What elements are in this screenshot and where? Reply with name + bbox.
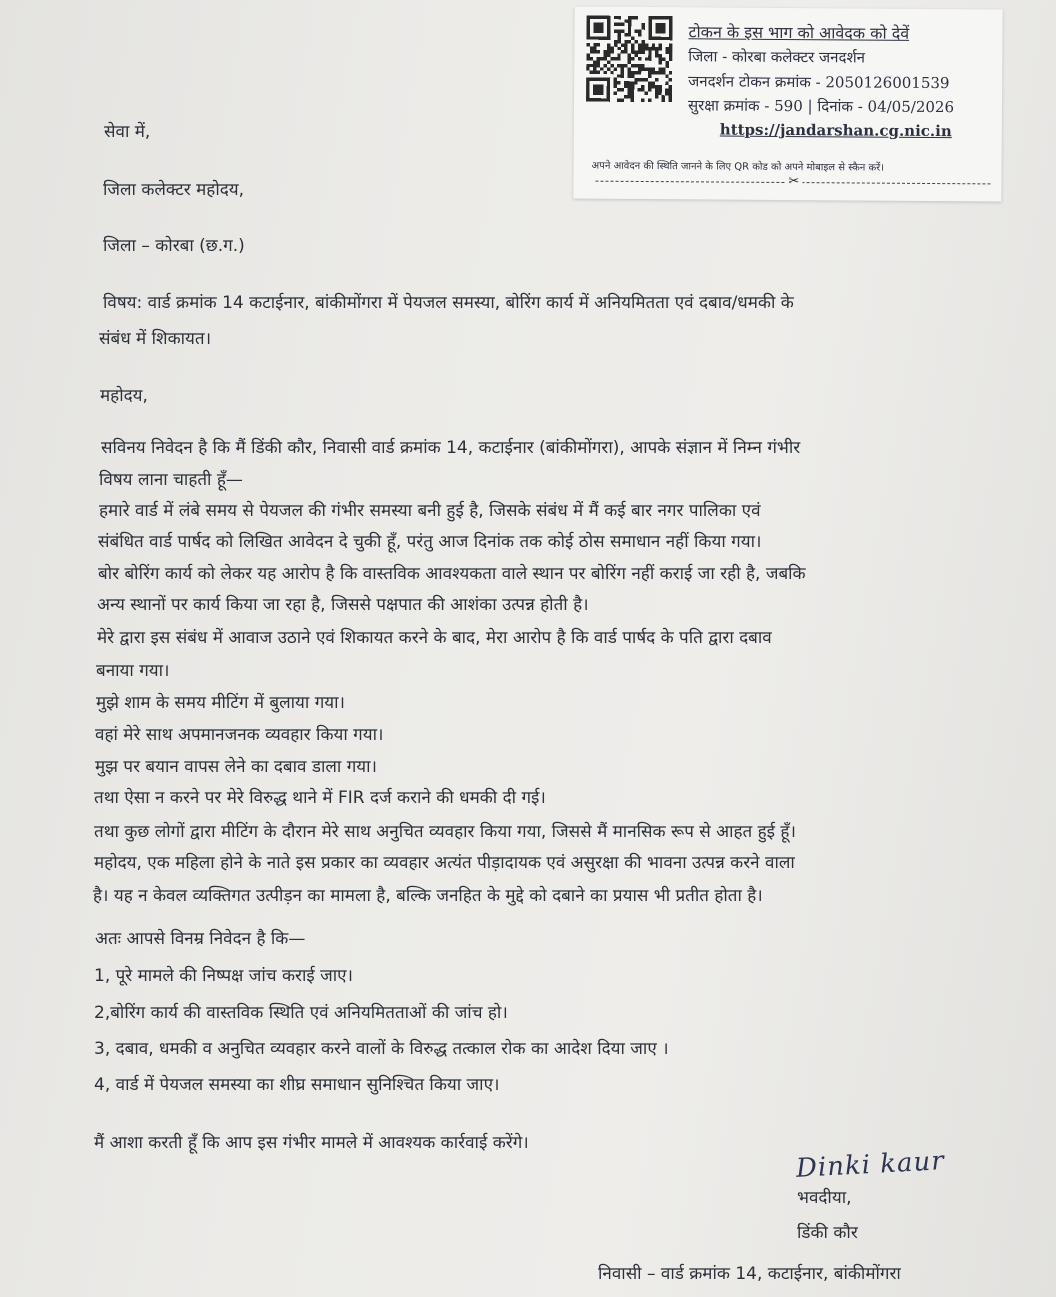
- sender-address: निवासी – वार्ड क्रमांक 14, कटाईनार, बांकीमोंगरा: [598, 1264, 901, 1284]
- salutation: सेवा में,: [104, 122, 151, 142]
- addressee: जिला कलेक्टर महोदय,: [103, 180, 245, 200]
- token-security: सुरक्षा क्रमांक - 590 | दिनांक - 04/05/2026: [687, 96, 955, 117]
- body-line: अन्य स्थानों पर कार्य किया जा रहा है, जिससे पक्षपात की आशंका उत्पन्न होती है।: [97, 595, 589, 615]
- token-number: जनदर्शन टोकन क्रमांक - 2050126001539: [688, 72, 950, 93]
- subject-line: संबंध में शिकायत।: [99, 329, 212, 349]
- closing-line: मैं आशा करती हूँ कि आप इस गंभीर मामले में आवश्यक कार्रवाई करेंगे।: [94, 1133, 529, 1153]
- token-heading: टोकन के इस भाग को आवेदक को देवें: [688, 22, 910, 43]
- yours-faithfully: भवदीया,: [797, 1188, 852, 1208]
- request-item: 3, दबाव, धमकी व अनुचित व्यवहार करने वालों के विरुद्ध तत्काल रोक का आदेश दिया जाए ।: [94, 1039, 669, 1059]
- body-line: विषय लाना चाहती हूँ—: [99, 470, 243, 490]
- token-qr-note: अपने आवेदन की स्थिति जानने के लिए QR कोड को अपने मोबाइल से स्कैन करें।: [591, 160, 885, 174]
- subject-line: विषय: वार्ड क्रमांक 14 कटाईनार, बांकीमोंगरा में पेयजल समस्या, बोरिंग कार्य में अनियमितता एवं दबाव/धमकी के: [103, 293, 794, 313]
- request-item: 2,बोरिंग कार्य की वास्तविक स्थिति एवं अनियमितताओं की जांच हो।: [94, 1003, 508, 1023]
- request-item: 4, वार्ड में पेयजल समस्या का शीघ्र समाधान सुनिश्चित किया जाए।: [94, 1075, 500, 1095]
- body-line: तथा ऐसा न करने पर मेरे विरुद्ध थाने में FIR दर्ज कराने की धमकी दी गई।: [94, 788, 546, 808]
- body-line: मेरे द्वारा इस संबंध में आवाज उठाने एवं शिकायत करने के बाद, मेरा आरोप है कि वार्ड पार्षद के पति द्वारा दबाव: [97, 628, 772, 648]
- body-line: अतः आपसे विनम्र निवेदन है कि—: [95, 929, 306, 949]
- scissor-icon: ✂: [785, 174, 802, 189]
- token-slip: [573, 7, 1002, 202]
- token-district: जिला - कोरबा कलेक्टर जनदर्शन: [688, 47, 866, 67]
- body-line: बोर बोरिंग कार्य को लेकर यह आरोप है कि वास्तविक आवश्यकता वाले स्थान पर बोरिंग नहीं कराई जा रही है, जबकि: [98, 564, 806, 584]
- body-line: सविनय निवेदन है कि मैं डिंकी कौर, निवासी वार्ड क्रमांक 14, कटाईनार (बांकीमोंगरा), आपके संज्ञान में निम्न गंभीर: [101, 438, 801, 458]
- body-line: महोदय, एक महिला होने के नाते इस प्रकार का व्यवहार अत्यंत पीड़ादायक एवं असुरक्षा की भावना उत्पन्न करने वाला: [94, 853, 795, 873]
- body-line: मुझ पर बयान वापस लेने का दबाव डाला गया।: [95, 757, 377, 777]
- sender-name: डिंकी कौर: [797, 1223, 858, 1243]
- qr-code: [586, 15, 673, 104]
- token-url[interactable]: https://jandarshan.cg.nic.in: [719, 120, 952, 141]
- signature: Dinki kaur: [795, 1146, 946, 1184]
- body-line: बनाया गया।: [96, 661, 170, 681]
- body-line: मुझे शाम के समय मीटिंग में बुलाया गया।: [96, 693, 346, 713]
- greeting: महोदय,: [100, 386, 148, 406]
- body-line: तथा कुछ लोगों द्वारा मीटिंग के दौरान मेरे साथ अनुचित व्यवहार किया गया, जिससे मैं मानसिक रूप से आहत हुई हूँ।: [94, 822, 796, 842]
- request-item: 1, पूरे मामले की निष्पक्ष जांच कराई जाए।: [94, 966, 353, 986]
- body-line: वहां मेरे साथ अपमानजनक व्यवहार किया गया।: [95, 725, 384, 745]
- body-line: है। यह न केवल व्यक्तिगत उत्पीड़न का मामला है, बल्कि जनहित के मुद्दे को दबाने का प्रयास भी प्रतीत होता है।: [93, 886, 763, 906]
- addressee-district: जिला – कोरबा (छ.ग.): [103, 236, 245, 256]
- body-line: संबंधित वार्ड पार्षद को लिखित आवेदन दे चुकी हूँ, परंतु आज दिनांक तक कोई ठोस समाधान नहीं किया गया।: [98, 532, 762, 552]
- body-line: हमारे वार्ड में लंबे समय से पेयजल की गंभीर समस्या बनी हुई है, जिसके संबंध में मैं कई बार नगर पालिका एवं: [99, 501, 761, 521]
